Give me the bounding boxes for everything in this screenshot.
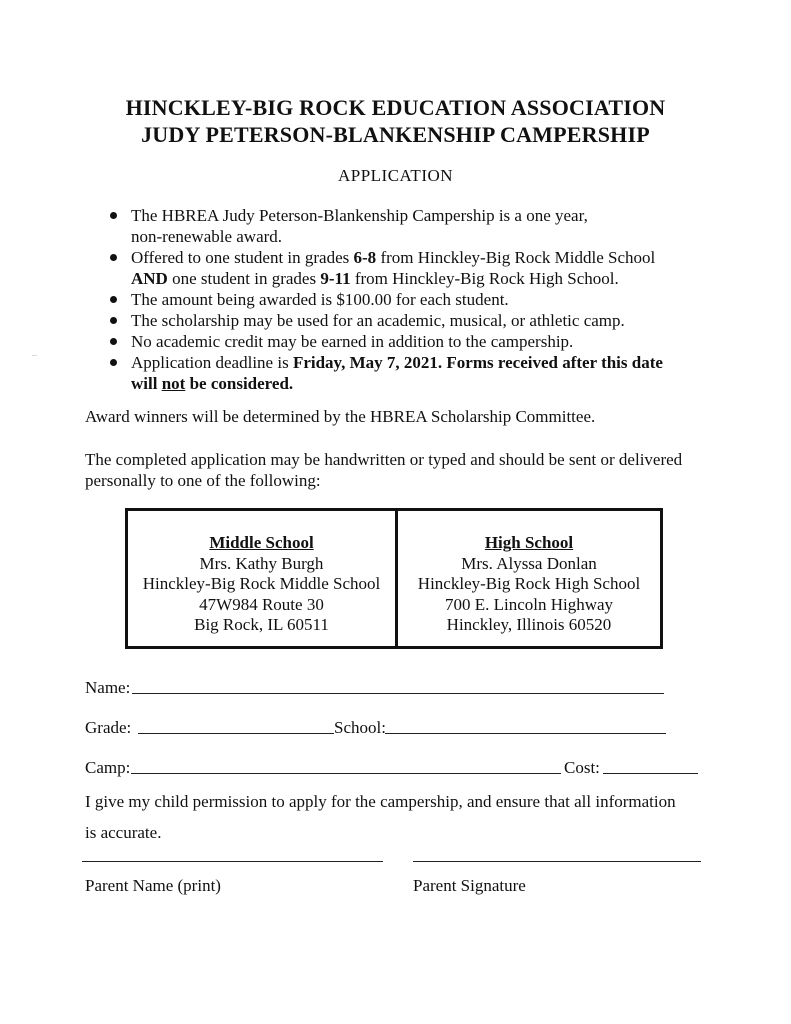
high-school-contact-name: Mrs. Alyssa Donlan <box>461 553 597 573</box>
school-label: School: <box>334 718 386 737</box>
name-label: Name: <box>85 678 131 697</box>
middle-school-city: Big Rock, IL 60511 <box>194 615 329 634</box>
parent-name-field[interactable] <box>82 861 383 862</box>
high-school-heading: High School <box>484 533 574 552</box>
bullet-icon <box>110 296 117 303</box>
title-line-2: JUDY PETERSON-BLANKENSHIP CAMPERSHIP <box>141 122 650 147</box>
submission-paragraph: The completed application may be handwritten or typed and should be sent or delivered personally to one of the following: <box>85 450 683 490</box>
parent-signature-field[interactable] <box>413 861 701 862</box>
bullet-6: Application deadline is Friday, May 7, 2021. Forms received after this date will not be considered. <box>131 353 663 393</box>
bullet-1-line-2: non-renewable award. <box>131 227 283 246</box>
middle-school-contact-name: Mrs. Kathy Burgh <box>199 553 324 573</box>
bullet-2: Offered to one student in grades 6-8 from Hinckley-Big Rock Middle School AND one student in grades 9-11 from Hinckley-Big Rock High School. <box>131 248 656 288</box>
school-field[interactable] <box>385 733 666 734</box>
title-line-1: HINCKLEY-BIG ROCK EDUCATION ASSOCIATION <box>125 95 666 120</box>
high-school-street: 700 E. Lincoln Highway <box>444 594 614 614</box>
bullet-icon <box>110 317 117 324</box>
high-school-contact <box>398 533 660 636</box>
high-school-city: Hinckley, Illinois 60520 <box>446 615 612 634</box>
permission-statement <box>85 786 725 848</box>
parent-signature-label: Parent Signature <box>413 876 526 895</box>
bullet-icon <box>110 212 117 219</box>
bullet-5: No academic credit may be earned in addition to the campership. <box>131 332 574 351</box>
high-school-name: Hinckley-Big Rock High School <box>417 574 641 593</box>
camp-field[interactable] <box>131 773 561 774</box>
middle-school-name: Hinckley-Big Rock Middle School <box>142 574 381 593</box>
permission-line-1: I give my child permission to apply for the campership, and ensure that all information <box>85 792 676 811</box>
bullet-3: The amount being awarded is $100.00 for each student. <box>131 290 509 309</box>
middle-school-heading: Middle School <box>209 533 314 552</box>
permission-line-2: is accurate. <box>85 823 162 842</box>
bullet-1 <box>131 205 731 247</box>
grade-field[interactable] <box>138 733 334 734</box>
subtitle: APPLICATION <box>337 166 454 185</box>
bullet-icon <box>110 359 117 366</box>
contact-box <box>125 508 663 649</box>
camp-label: Camp: <box>85 758 131 777</box>
cost-field[interactable] <box>603 773 698 774</box>
parent-name-label: Parent Name (print) <box>85 876 221 895</box>
cost-label: Cost: <box>564 758 600 777</box>
bullet-1-line-1: The HBREA Judy Peterson-Blankenship Campership is a one year, <box>131 206 588 225</box>
scan-mark: – <box>32 350 37 361</box>
name-field[interactable] <box>132 693 664 694</box>
middle-school-contact <box>128 533 395 636</box>
bullet-4: The scholarship may be used for an academic, musical, or athletic camp. <box>131 311 625 330</box>
middle-school-street: 47W984 Route 30 <box>199 594 324 614</box>
winners-paragraph: Award winners will be determined by the HBREA Scholarship Committee. <box>85 407 596 426</box>
bullet-icon <box>110 338 117 345</box>
bullet-icon <box>110 254 117 261</box>
grade-label: Grade: <box>85 718 132 737</box>
